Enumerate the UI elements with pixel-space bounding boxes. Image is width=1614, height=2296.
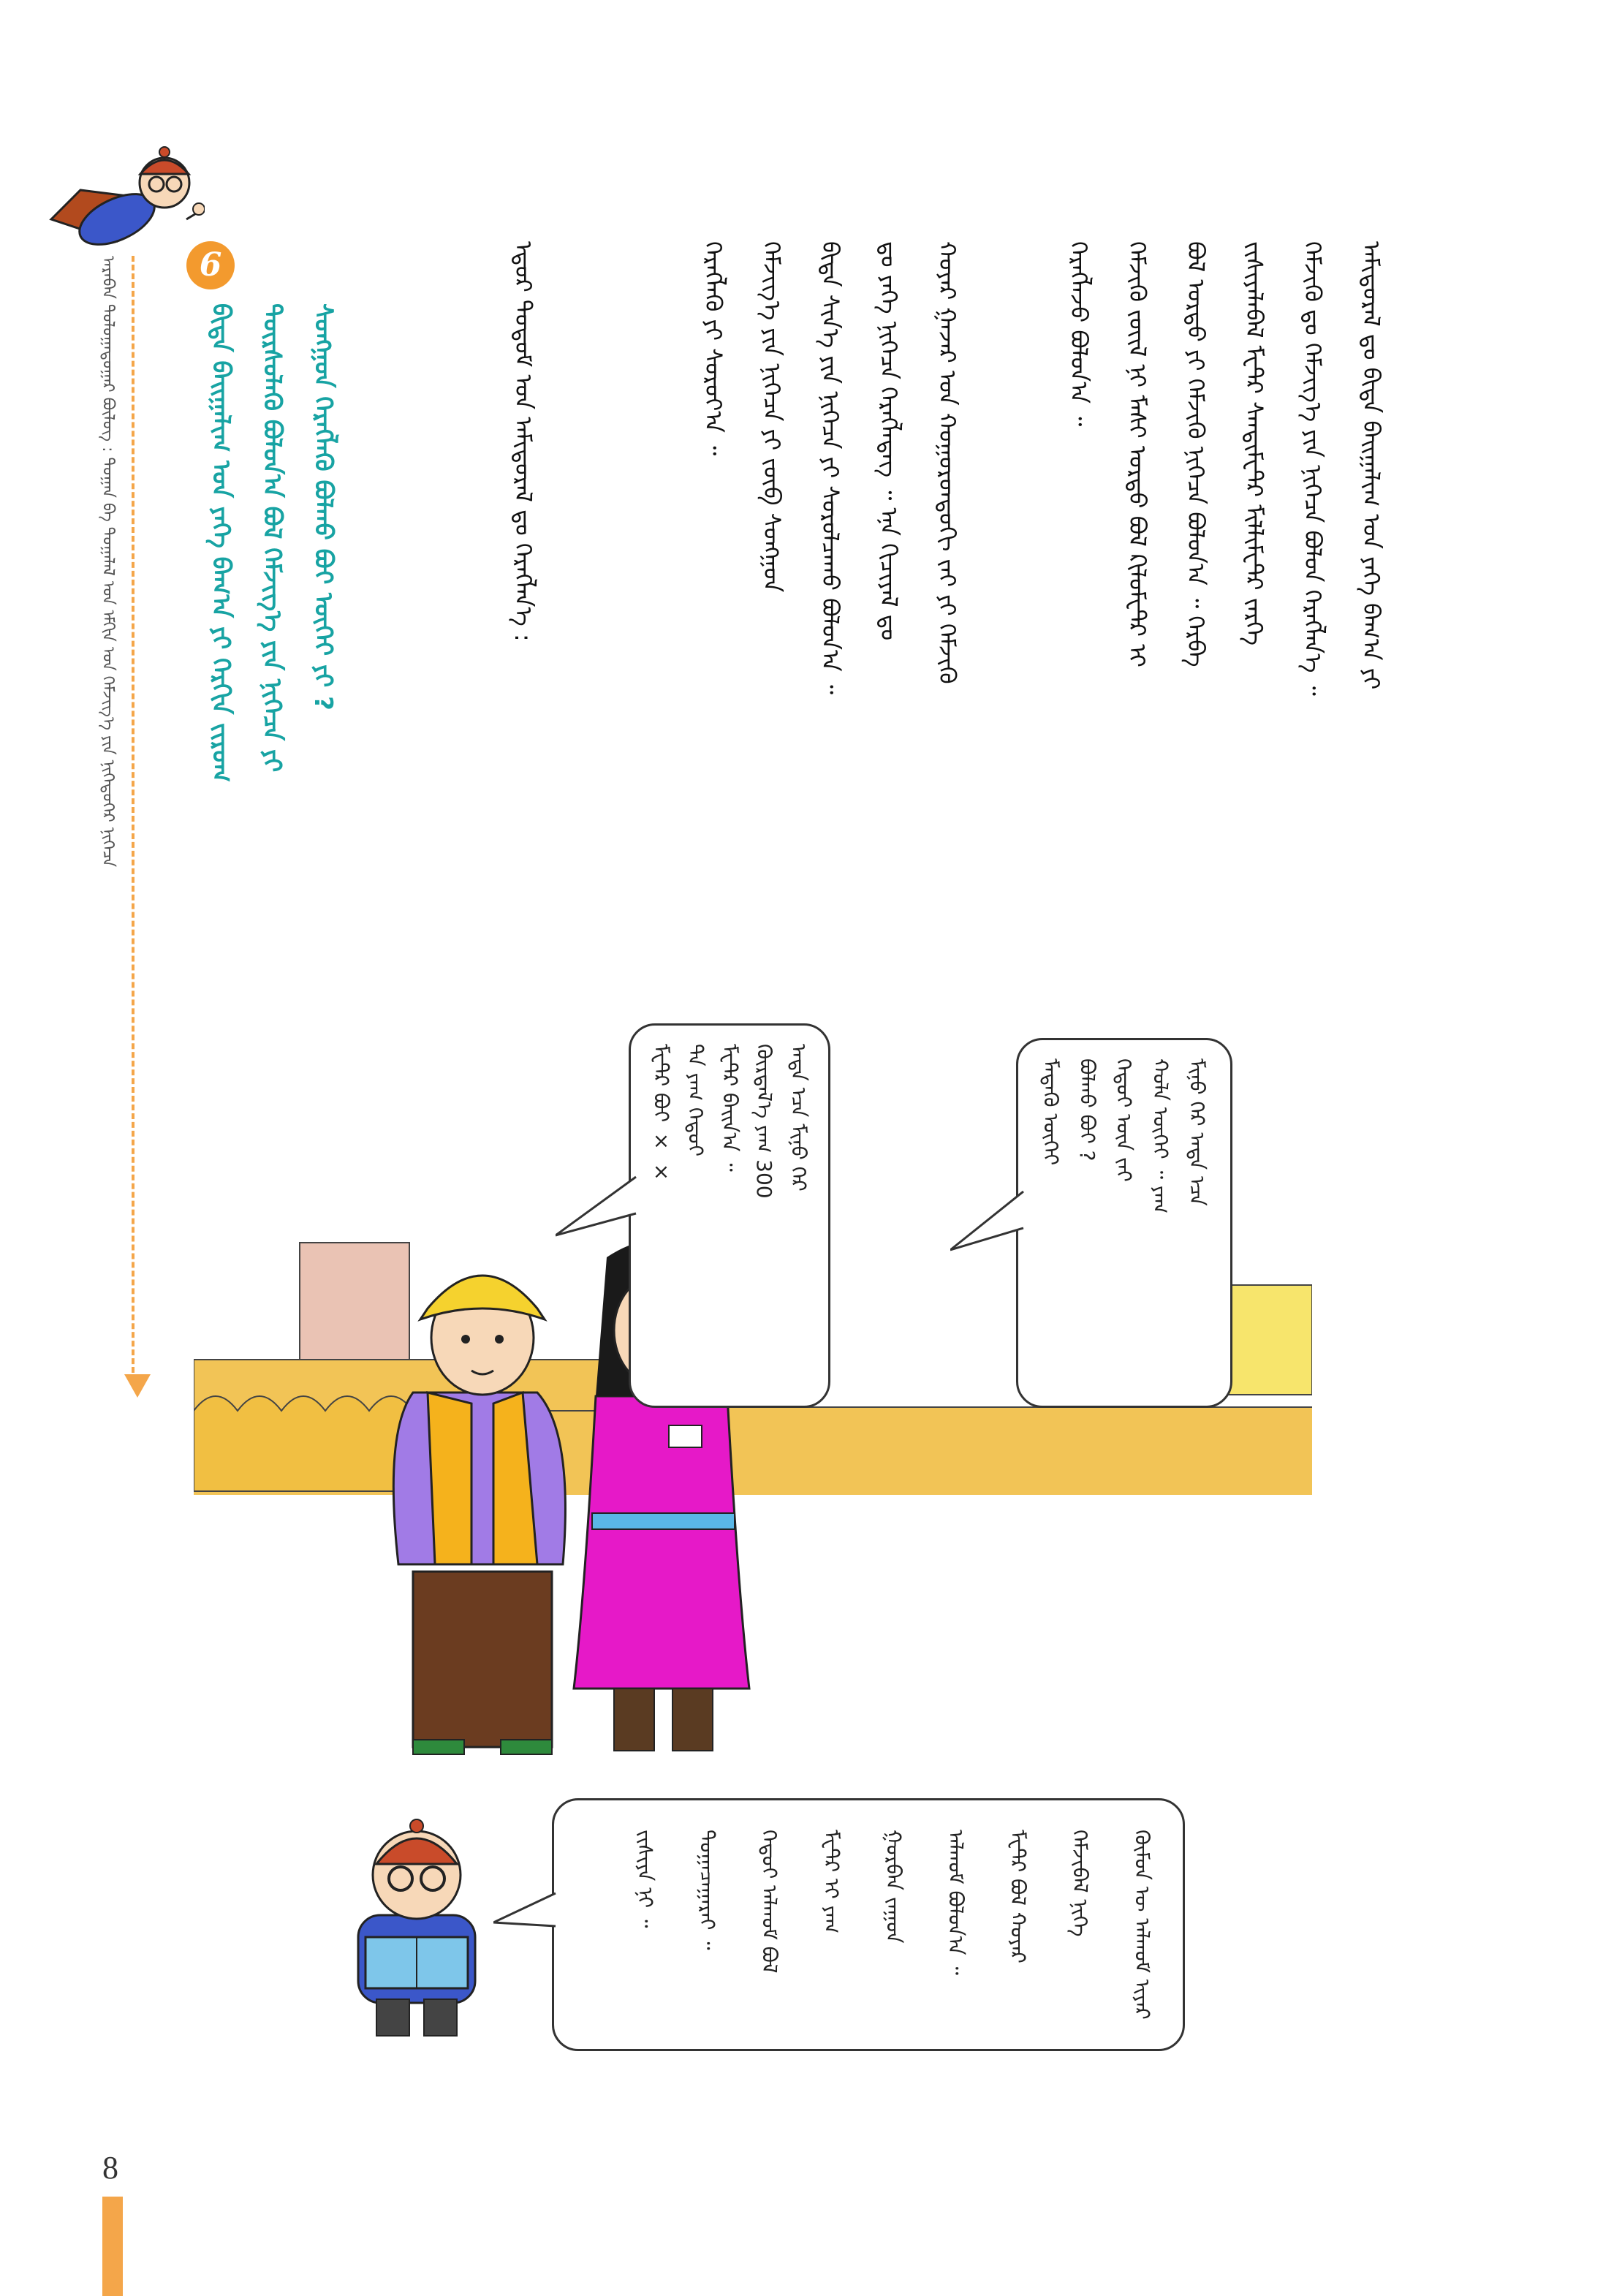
- body-line-12: ᠡᠳᠦᠷ ᠲᠤᠲᠤᠮ ᠤᠨ ᠠᠮᠢᠳᠤᠷᠠᠯ ᠳᠤ ᠬᠡᠷᠡᠭᠯᠡᠨ᠎ᠡ :: [509, 241, 537, 642]
- question-title-line-3: ᠰᠣᠩᠭᠣᠨ ᠬᠡᠷᠡᠭᠯᠡᠬᠦ ᠪᠣᠯᠬᠤ ᠪᠤᠢ ᠦᠭᠡᠢ ᠶᠢ ?: [308, 303, 338, 711]
- boy-reading-illustration: [336, 1806, 497, 2047]
- bubble-man-line-2: ᠬᠦᠷᠲᠡᠯ᠎ᠡ ᠶᠠᠭ 300: [752, 1044, 776, 1199]
- body-line-9: ᠪᠢᠳᠡ ᠰᠢᠨ᠎ᠡ ᠶᠢᠨ ᠨᠢᠭᠡᠴᠡ ᠶᠢ ᠰᠤᠷᠤᠯᠴᠠᠬᠤ ᠪᠣᠯᠣᠨ᠎ᠠ ᠃: [817, 241, 844, 694]
- bubble-boy-line-4: ᠠᠯᠬᠤᠮ ᠪᠣᠯᠣᠨ᠎ᠠ ᠃: [944, 1830, 968, 1975]
- bubble-woman-line-2: ᠬᠣᠯᠠ ᠦᠭᠡᠢ ᠃ ᠶᠠᠭ: [1148, 1058, 1172, 1214]
- bubble-boy-line-2: ᠬᠡᠮᠵᠢᠪᠡᠯ ᠨᠢᠭᠡ: [1068, 1830, 1092, 1937]
- bubble-woman-line-3: ᠬᠡᠳᠦᠢ ᠦᠨ ᠵᠠᠢ: [1112, 1058, 1136, 1182]
- body-line-4: ᠪᠣᠯ ᠤᠷᠲᠤ ᠶᠢ ᠬᠡᠮᠵᠢᠬᠦ ᠨᠢᠭᠡᠴᠡ ᠪᠣᠯᠤᠨ᠎ᠠ ᠃ ᠬᠡᠷᠪᠡ: [1182, 241, 1210, 667]
- body-line-5: ᠬᠡᠮᠵᠢᠬᠦ ᠵᠦᠢᠯ ᠨᠢ ᠮᠠᠰᠢ ᠤᠷᠲᠤ ᠪᠣᠯ ᠺᠢᠯᠣᠮᠧᠲᠷ ᠢ: [1124, 241, 1151, 667]
- bubble-boy-line-6: ᠮᠧᠲᠷ ᠢ ᠶᠠᠭ: [819, 1830, 844, 1934]
- bubble-boy-line-1: ᠬᠦᠮᠦᠨ ᠦ ᠠᠯᠬᠤᠮ ᠢᠶᠠᠷ: [1130, 1830, 1154, 2020]
- question-title-line-1: ᠪᠢᠳᠡ ᠪᠠᠢᠭᠠᠯᠢᠭ ᠤᠨ ᠶᠡᠬᠡ ᠪᠠᠭ᠎ᠠ ᠶᠢ ᠬᠡᠷᠬᠢᠨ ᠵᠢᠷᠤᠭ: [206, 303, 235, 782]
- lesson-number-badge: 6: [186, 241, 235, 289]
- body-line-10: ᠬᠡᠮᠵᠢᠭ᠎ᠡ ᠶᠢᠨ ᠨᠢᠭᠡᠴᠡ ᠶᠢ ᠵᠥᠪ ᠰᠣᠩᠭᠣᠨ: [758, 241, 786, 593]
- bubble-boy-line-5: ᠭᠤᠷᠪᠠᠨ ᠵᠠᠭᠤᠨ: [882, 1830, 906, 1944]
- running-header: ᠠᠷᠠᠪᠠᠨ ᠳᠣᠯᠣᠭᠠᠳᠤᠭᠠᠷ ᠪᠦᠯᠦᠭ : ᠲᠣᠭᠠᠨ ᠪᠠ ᠲᠣᠭᠠᠯᠠᠯ ᠤᠨ ᠡᠮᠬᠢᠨ ᠤᠨ ᠬᠡᠮᠵᠢᠭ᠎ᠡ ᠶᠢᠨ ᠨᠢᠭᠡᠳᠦᠭᠡᠷ ᠨᠢᠭᠡᠴᠡ: [99, 256, 117, 868]
- speech-bubble-man: [629, 1023, 830, 1408]
- bubble-boy-line-3: ᠮᠧᠲᠷ ᠪᠣᠯ ᠬᠣᠶᠠᠷ: [1006, 1830, 1030, 1963]
- page-number: 8: [102, 2150, 118, 2186]
- body-line-6: ᠬᠡᠷᠡᠭᠯᠡᠵᠦ ᠪᠣᠯᠣᠨ᠎ᠠ ᠃: [1065, 241, 1093, 427]
- speech-bubble-boy-tail: [493, 1886, 559, 1937]
- bubble-boy-line-8: ᠲᠣᠭᠠᠴᠠᠭᠠᠷᠠᠢ ᠃: [695, 1830, 719, 1950]
- body-line-3: ᠵᠢᠱᠢᠶᠡᠯᠡᠪᠡᠯ ᠮᠧᠲᠷ ᠰᠠᠨᠲᠢᠮᠧᠲᠷ ᠮᠢᠯᠯᠢᠮᠧᠲᠷ ᠵᠡᠷᠭᠡ: [1240, 241, 1268, 646]
- header-divider: [132, 256, 134, 1382]
- page-edge-tab: [102, 2197, 123, 2296]
- body-line-11: ᠬᠡᠷᠡᠭᠯᠡᠬᠦ ᠶᠢ ᠰᠤᠷᠤᠶ᠎ᠠ ᠃: [700, 241, 727, 456]
- speech-bubble-man-tail: [556, 1170, 643, 1243]
- speech-bubble-boy: [552, 1798, 1185, 2051]
- bubble-man-line-1: ᠡᠨᠳᠡ ᠡᠴᠡ ᠮᠢᠨᠤ ᠭᠡᠷ: [787, 1044, 811, 1191]
- man-character: [393, 1276, 565, 1754]
- flying-boy-illustration: [29, 132, 205, 278]
- body-line-2: ᠬᠡᠮᠵᠢᠬᠦ ᠳᠤ ᠬᠡᠮᠵᠢᠭ᠎ᠡ ᠶᠢᠨ ᠨᠢᠭᠡᠴᠡ ᠪᠣᠯᠤᠨ ᠬᠡᠷᠡᠭᠯᠡᠨ᠎ᠡ ᠃: [1299, 241, 1327, 696]
- body-line-8: ᠳᠤ ᠶᠡᠬᠡ ᠨᠢᠭᠡᠴᠡ ᠬᠡᠷᠡᠭᠯᠡᠳᠡᠭ ᠃ ᠡᠨᠡ ᠬᠢᠴᠢᠶᠡᠯ ᠳᠤ: [875, 241, 903, 641]
- bubble-boy-line-9: ᠵᠢᠱᠢᠶᠡ ᠨᠢ ᠃: [633, 1830, 657, 1928]
- question-title-line-2: ᠳᠦᠷᠰᠦᠯᠡᠬᠦ ᠪᠣᠯᠣᠨ᠎ᠠ ᠪᠣᠯ ᠬᠡᠮᠵᠢᠭ᠎ᠡ ᠶᠢᠨ ᠨᠢᠭᠡᠴᠡ ᠶᠢ: [257, 303, 287, 773]
- speech-bubble-woman: [1016, 1038, 1232, 1408]
- body-line-1: ᠠᠮᠢᠳᠤᠷᠠᠯ ᠳᠤ ᠪᠢᠳᠡ ᠪᠠᠢᠭᠠᠯᠢᠭ ᠤᠨ ᠶᠡᠬᠡ ᠪᠠᠭ᠎ᠠ ᠶᠢ: [1357, 241, 1385, 690]
- bubble-woman-line-4: ᠪᠣᠯᠬᠤ ᠪᠣᠢ ?: [1075, 1058, 1099, 1162]
- bubble-boy-line-7: ᠬᠡᠳᠦᠢ ᠠᠯᠬᠤᠮ ᠪᠣᠯ: [757, 1830, 781, 1974]
- bubble-woman-line-1: ᠮᠢᠨᠤ ᠭᠡᠷ ᠡᠨᠳᠡ ᠡᠴᠡ: [1185, 1058, 1209, 1206]
- speech-bubble-woman-tail: [950, 1184, 1031, 1257]
- bubble-man-line-3: ᠮᠧᠲᠷ ᠪᠠᠢᠨ᠎ᠠ ᠃: [718, 1044, 742, 1172]
- bubble-woman-line-5: ᠮᠡᠳᠡᠬᠦ ᠦᠭᠡᠢ: [1039, 1058, 1063, 1166]
- bubble-man-line-5: ᠮᠧᠲᠷ ᠪᠣᠢ × ×: [649, 1044, 673, 1183]
- body-line-7: ᠬᠣᠶᠠᠷ ᠭᠠᠵᠠᠷ ᠤᠨ ᠬᠣᠭᠣᠷᠣᠨᠳᠣᠬᠢ ᠵᠠᠢ ᠶᠢ ᠬᠡᠮᠵᠢᠬᠦ: [933, 241, 961, 684]
- bubble-man-line-4: ᠲᠠ ᠶᠠᠭ ᠬᠡᠳᠦᠢ: [683, 1044, 708, 1157]
- header-arrow-icon: [124, 1374, 151, 1398]
